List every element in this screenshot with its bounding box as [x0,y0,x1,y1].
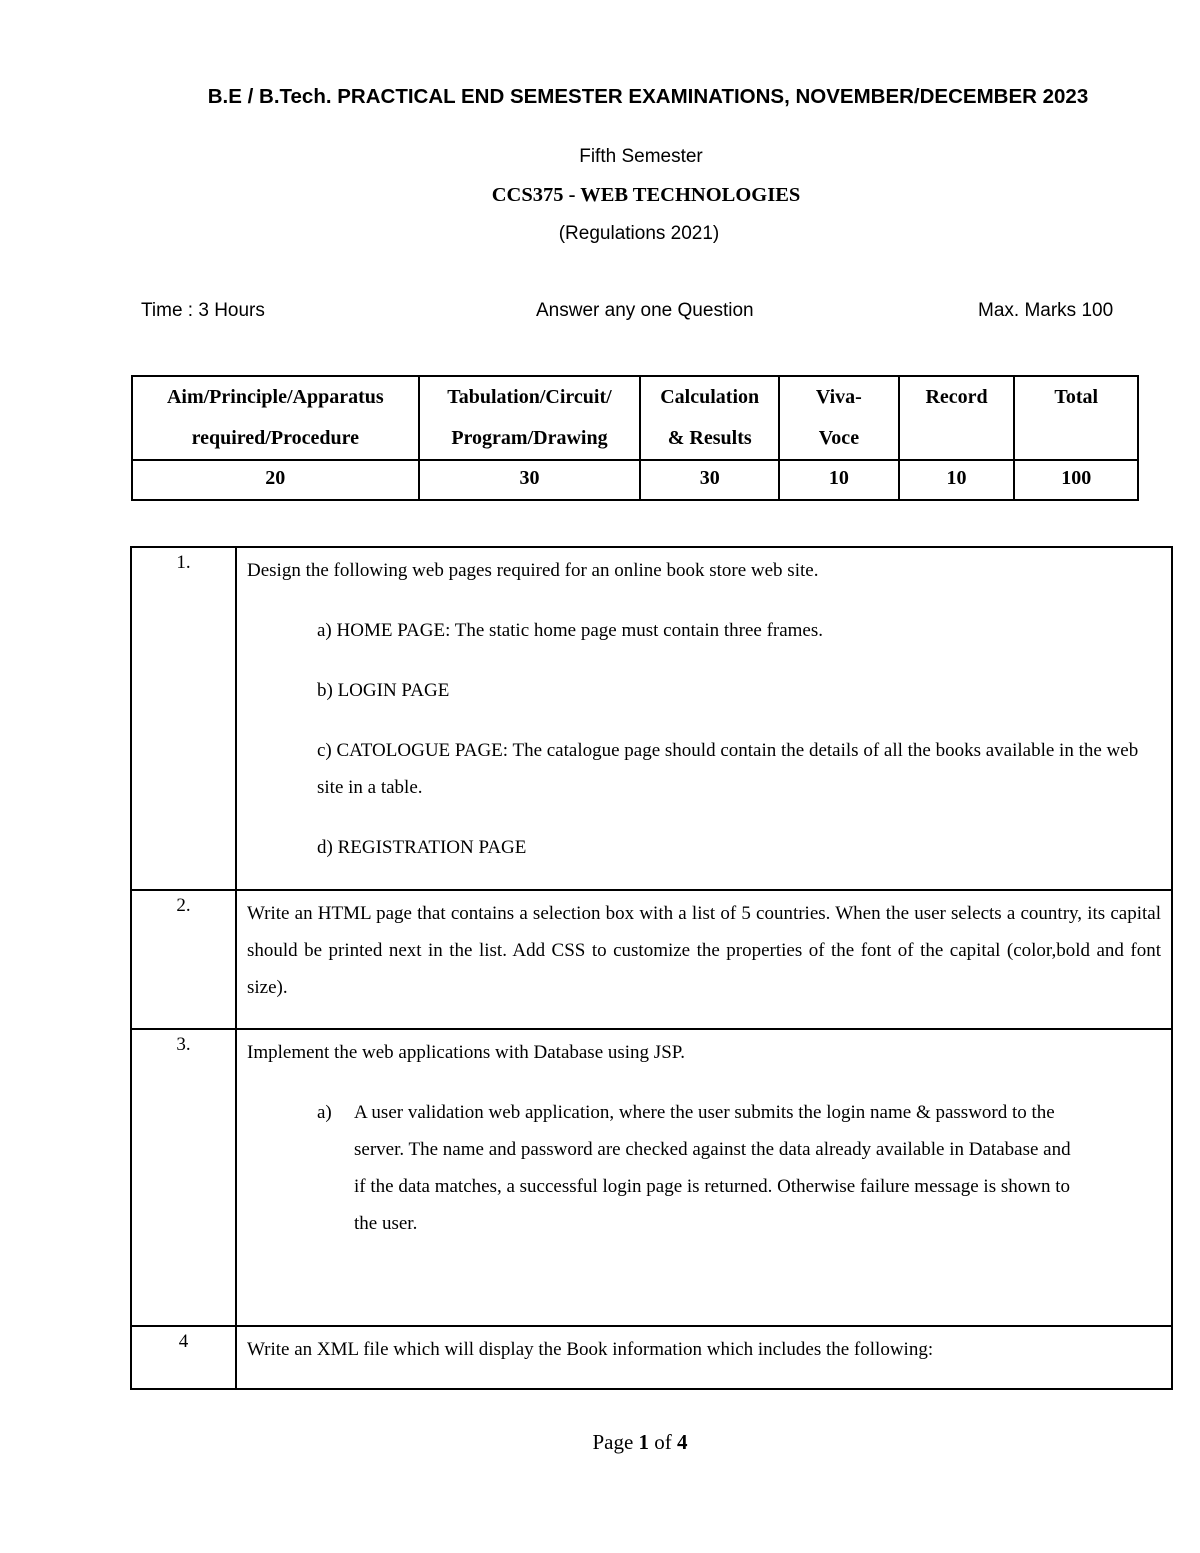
question-intro: Write an XML file which will display the Book information which includes the following: [247,1339,934,1360]
page-indicator [0,1430,1200,1455]
questions-table [130,546,1173,1390]
subitem-text: A user validation web application, where the user submits the login name & password to the server. The name and password are checked against the data already available in Database and if the data matches, a successful login page is returned. Otherwise failure message is shown to the user. [354,1102,1071,1234]
question-subitem: c) CATOLOGUE PAGE: The catalogue page should contain the details of all the books available in the web site in a table. [317,740,1139,798]
question-number: 1. [131,547,236,890]
header-cell-line: Viva- [815,386,862,408]
question-subitem [317,1094,1071,1242]
question-body [236,1326,1172,1389]
value-cell: 30 [640,460,779,500]
value-cell: 20 [132,460,419,500]
header-cell-line: Tabulation/Circuit/ [447,386,612,408]
marks-values-row [132,460,1138,500]
question-subitem: a) HOME PAGE: The static home page must contain three frames. [317,620,824,641]
header-cell-line: Voce [818,427,860,449]
of-word: of [654,1430,672,1454]
header-cell-line: Aim/Principle/Apparatus [166,386,384,408]
question-row [131,547,1172,890]
value-cell: 30 [419,460,641,500]
header-cell-line: Total [1054,386,1099,408]
course-title: CCS375 - WEB TECHNOLOGIES [491,184,801,206]
question-row [131,890,1172,1029]
header-cell-line: Calculation [660,386,760,408]
question-subitem: d) REGISTRATION PAGE [317,837,527,858]
marks-header-row [132,376,1138,460]
question-intro: Implement the web applications with Database using JSP. [247,1042,685,1063]
value-cell: 10 [899,460,1015,500]
page-current: 1 [638,1430,650,1454]
question-intro: Design the following web pages required for an online book store web site. [247,560,819,581]
page-word: Page [592,1430,634,1454]
header-cell-aim [132,376,419,460]
answer-instruction: Answer any one Question [536,300,754,321]
question-body [236,1029,1172,1326]
question-row [131,1029,1172,1326]
header-cell-line: & Results [667,427,752,449]
question-body [236,890,1172,1029]
value-cell: 10 [779,460,899,500]
header-cell-line: Record [925,386,988,408]
semester-label: Fifth Semester [579,146,703,167]
question-body [236,547,1172,890]
header-cell-line: Program/Drawing [451,427,608,449]
header-cell-calculation [640,376,779,460]
question-number: 3. [131,1029,236,1326]
header-cell-line: required/Procedure [191,427,359,449]
page-total: 4 [677,1430,688,1454]
header-cell-tabulation [419,376,641,460]
question-intro: Write an HTML page that contains a selection box with a list of 5 countries. When the user selects a country, its capital should be printed next in the list. Add CSS to customize the properties of the font of the capital (color,bold and font size). [247,903,1161,998]
time-duration: Time : 3 Hours [141,300,265,321]
header-cell-total [1014,376,1138,460]
marks-distribution-table [131,375,1139,501]
header-cell-record [899,376,1015,460]
question-number: 4 [131,1326,236,1389]
header-cell-viva [779,376,899,460]
value-cell: 100 [1014,460,1138,500]
question-number: 2. [131,890,236,1029]
subitem-label: a) [317,1102,332,1123]
regulations-label: (Regulations 2021) [558,223,720,244]
question-subitem: b) LOGIN PAGE [317,680,450,701]
max-marks: Max. Marks 100 [978,300,1114,321]
question-row [131,1326,1172,1389]
exam-title: B.E / B.Tech. PRACTICAL END SEMESTER EXAMINATIONS, NOVEMBER/DECEMBER 2023 [207,85,1089,108]
